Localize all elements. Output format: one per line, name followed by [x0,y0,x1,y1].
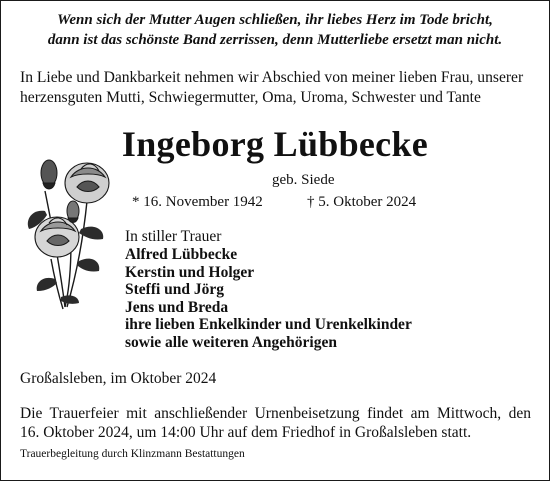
mourner-name: sowie alle weiteren Angehörigen [125,334,337,351]
mourner-name: Steffi und Jörg [125,281,225,298]
place-and-date: Großalsleben, im Oktober 2024 [20,370,217,387]
mourner-name: Alfred Lübbecke [125,246,238,263]
death-date: † 5. Oktober 2024 [307,194,417,210]
ceremony-line-1: Die Trauerfeier mit anschließender Urnenbeisetzung findet am Mittwoch, den [20,405,531,422]
mourners-heading: In stiller Trauer [125,228,222,245]
verse-line-1: Wenn sich der Mutter Augen schließen, ihr liebes Herz im Tode bricht, [57,12,493,28]
roses-illustration-icon [21,151,116,311]
intro-line-1: In Liebe und Dankbarkeit nehmen wir Abschied von meiner lieben Frau, unserer [20,69,524,86]
undertaker-credit: Trauerbegleitung durch Klinzmann Bestattungen [20,448,245,460]
mourner-name: Kerstin und Holger [125,264,255,281]
mourner-name: Jens und Breda [125,299,229,316]
deceased-name: Ingeborg Lübbecke [121,124,429,164]
birth-date: * 16. November 1942 [132,194,263,210]
intro-line-2: herzensguten Mutti, Schwiegermutter, Oma, Uroma, Schwester und Tante [20,89,481,106]
ceremony-line-2: 16. Oktober 2024, um 14:00 Uhr auf dem Friedhof in Großalsleben statt. [20,424,472,441]
maiden-name: geb. Siede [272,172,335,188]
verse-line-2: dann ist das schönste Band zerrissen, denn Mutterliebe ersetzt man nicht. [47,32,503,48]
mourner-name: ihre lieben Enkelkinder und Urenkelkinder [125,316,412,333]
